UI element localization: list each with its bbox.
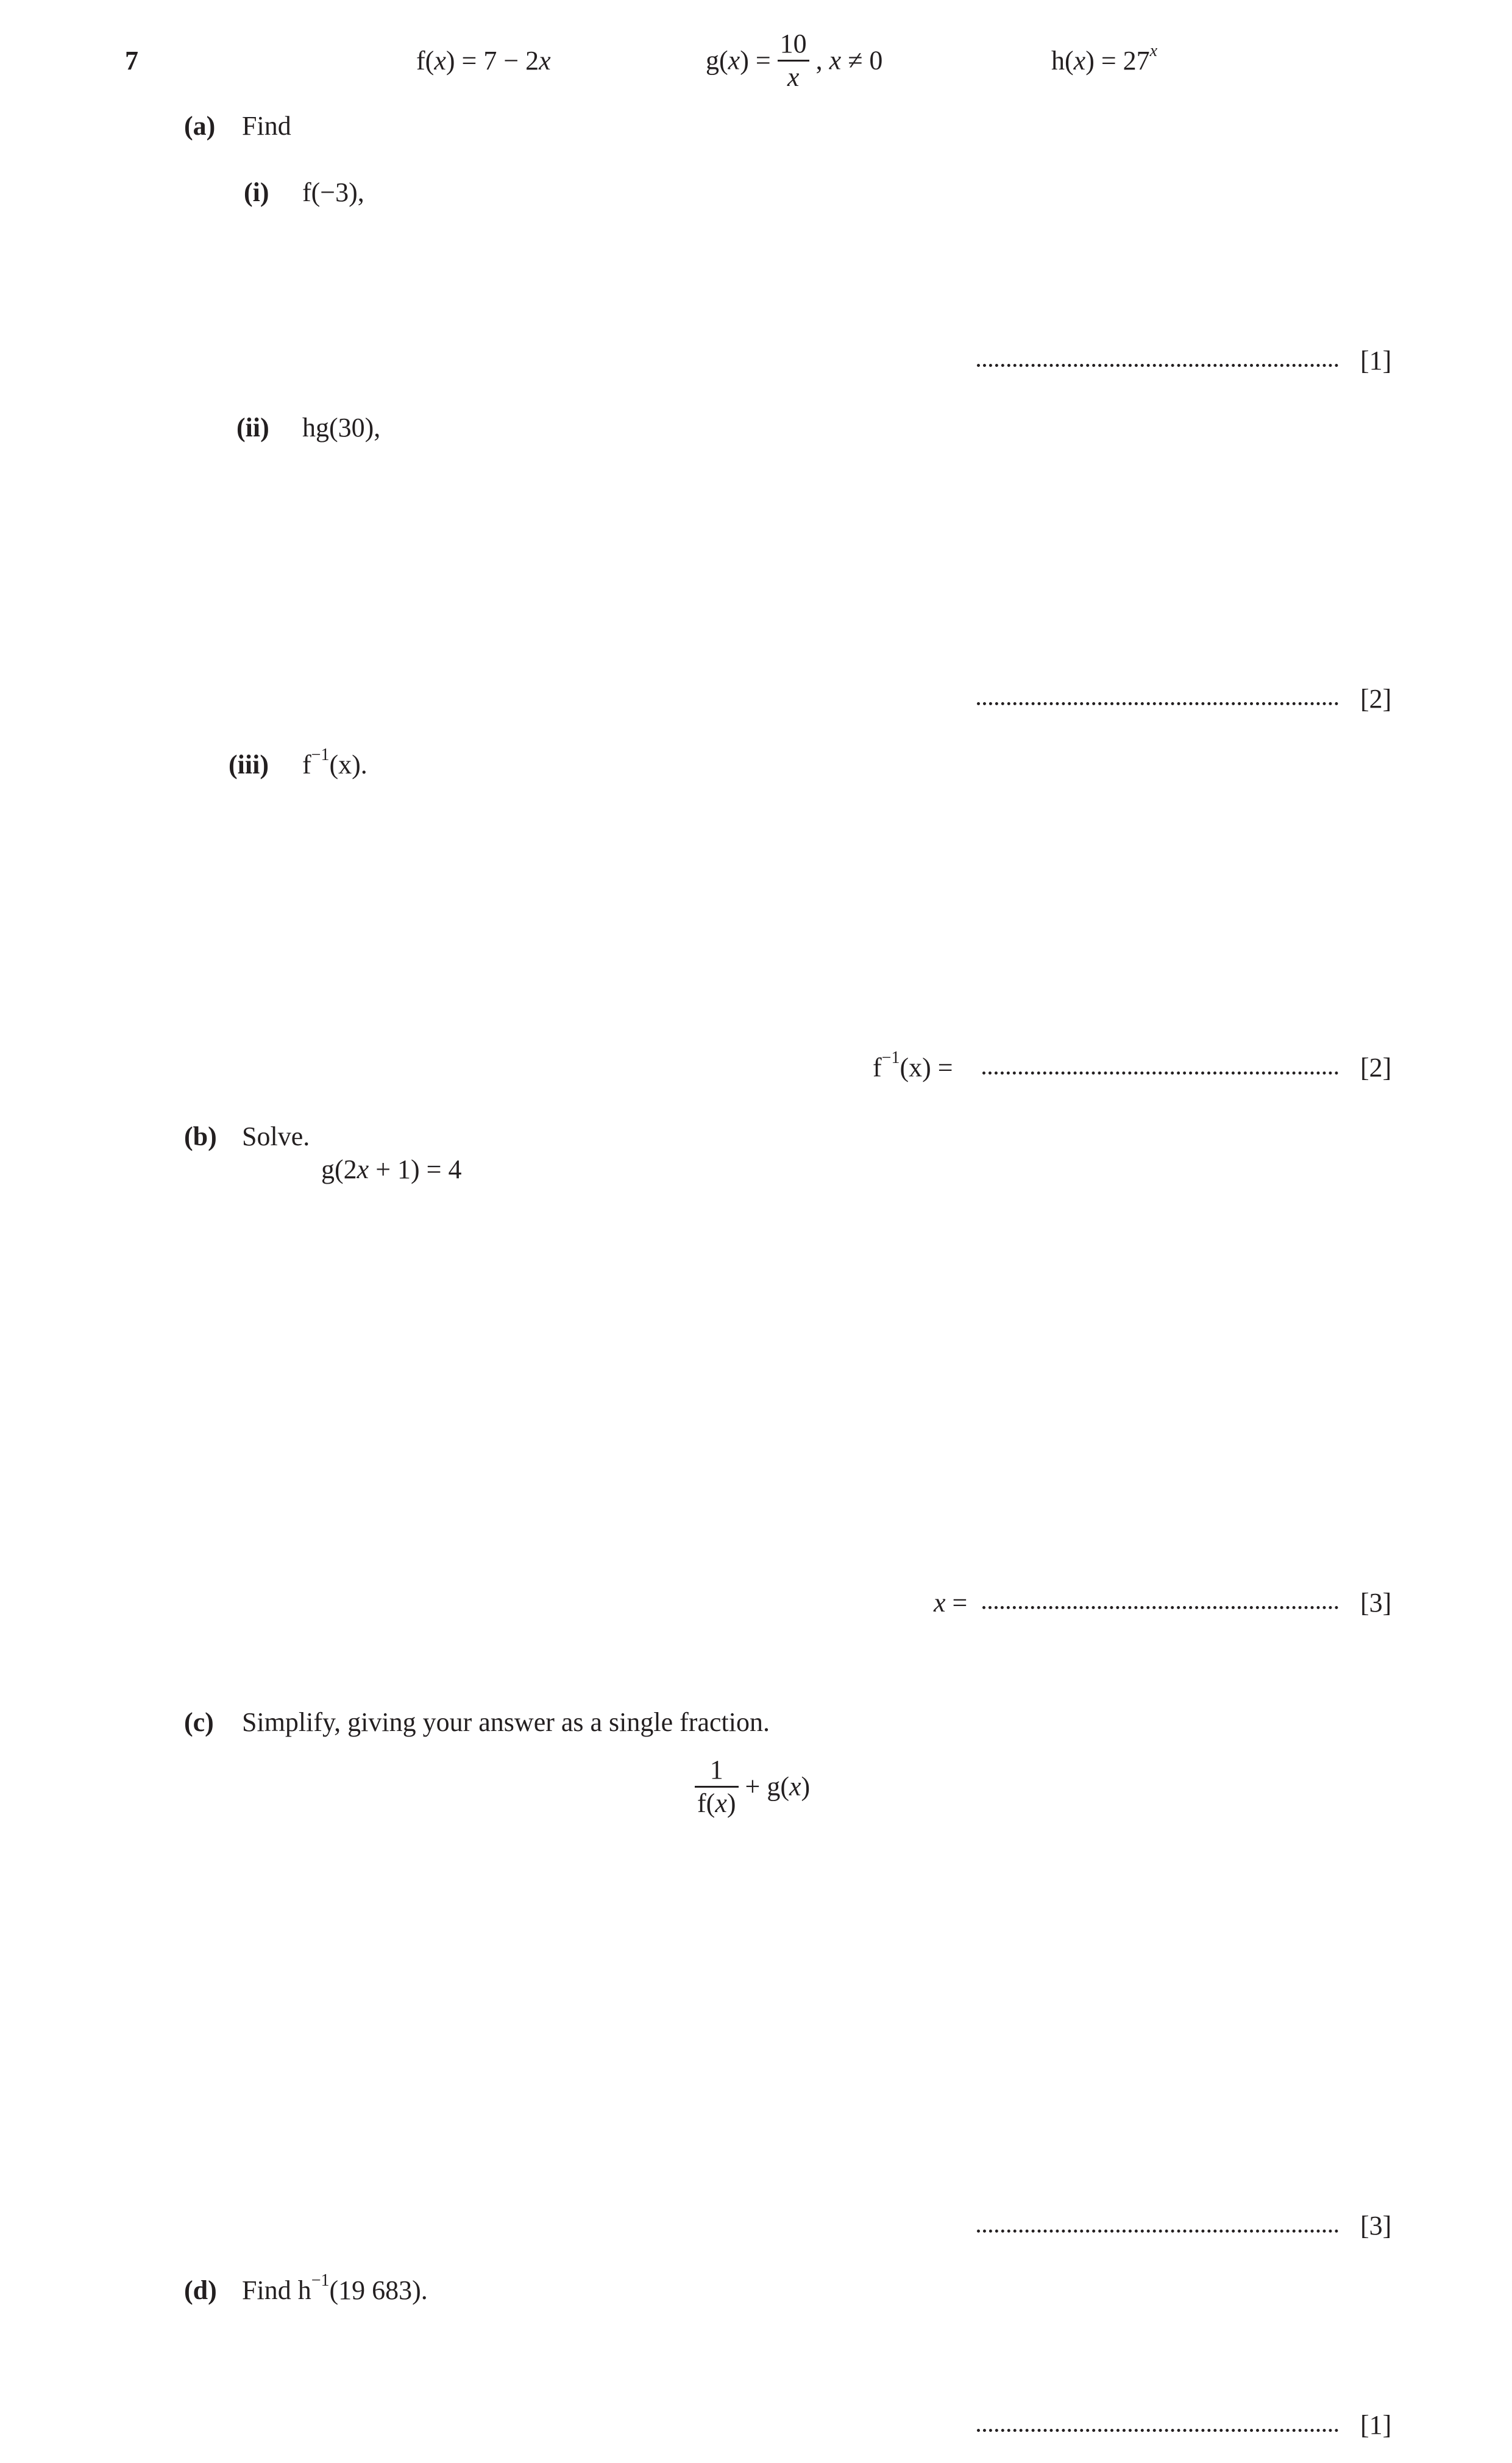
part-a-iii-expr bbox=[302, 745, 367, 780]
part-b-text: Solve. bbox=[242, 1121, 310, 1151]
h-exponent: x bbox=[1149, 41, 1158, 60]
part-a-i-expr: f(−3), bbox=[302, 177, 364, 207]
g-fraction bbox=[778, 30, 809, 91]
part-a-i-label: (i) bbox=[244, 177, 269, 207]
part-a-iii-label: (iii) bbox=[229, 750, 269, 780]
answer-line-c[interactable] bbox=[977, 2230, 1338, 2233]
h-name: h bbox=[1051, 46, 1065, 76]
f-rhs-var: x bbox=[539, 46, 551, 76]
f-inverse-name: f bbox=[302, 750, 311, 780]
c-den-post: ) bbox=[726, 1788, 736, 1818]
equation-post: + 1) = 4 bbox=[369, 1154, 462, 1184]
c-plus-g-text: + g( bbox=[745, 1771, 789, 1802]
part-b-label: (b) bbox=[184, 1121, 217, 1151]
answer-x: x bbox=[934, 1588, 946, 1618]
answer-line-a-ii[interactable] bbox=[977, 702, 1338, 705]
part-a-text: Find bbox=[242, 111, 291, 141]
marks-c: [3] bbox=[1360, 2211, 1392, 2241]
d-text-post: (19 683). bbox=[329, 2275, 428, 2305]
equation-pre: g(2 bbox=[321, 1154, 357, 1184]
question-number: 7 bbox=[125, 46, 138, 76]
part-c-text: Simplify, giving your answer as a single fraction. bbox=[242, 1707, 770, 1737]
answer-f-rest: (x) = bbox=[900, 1053, 953, 1082]
part-d-text bbox=[242, 2271, 428, 2305]
c-den-pre: f( bbox=[697, 1788, 715, 1818]
g-name: g bbox=[706, 45, 719, 76]
g-denominator: x bbox=[787, 62, 800, 92]
definition-g: g(x) = $\frac{10}{x}$ , x ≠ 0 bbox=[706, 29, 883, 92]
h-base: 27 bbox=[1123, 46, 1150, 76]
c-fraction bbox=[695, 1757, 739, 1817]
c-plus-close: ) bbox=[801, 1771, 811, 1802]
f-name: f bbox=[416, 46, 425, 76]
c-den-var: x bbox=[715, 1788, 727, 1818]
h-arg: x bbox=[1073, 46, 1086, 76]
marks-b: [3] bbox=[1360, 1588, 1392, 1618]
part-b-equation bbox=[321, 1156, 461, 1183]
equation-var: x bbox=[357, 1154, 369, 1184]
answer-prefix-b bbox=[934, 1590, 967, 1616]
definition-f: f(x) = 7 − 2x bbox=[416, 46, 551, 76]
definition-h: $h(x) = 27^x$ bbox=[1051, 41, 1158, 76]
inverse-superscript: −1 bbox=[311, 745, 330, 764]
marks-d: [1] bbox=[1360, 2410, 1392, 2440]
marks-a-iii: [2] bbox=[1360, 1053, 1392, 1082]
answer-line-b[interactable] bbox=[982, 1606, 1338, 1609]
part-a-label: (a) bbox=[184, 111, 216, 141]
answer-line-a-iii[interactable] bbox=[982, 1072, 1338, 1075]
answer-equals: = bbox=[952, 1588, 968, 1618]
part-d-label: (d) bbox=[184, 2275, 217, 2305]
marks-a-ii: [2] bbox=[1360, 684, 1392, 714]
g-numerator: 10 bbox=[778, 30, 809, 62]
c-plus-var: x bbox=[789, 1771, 801, 1802]
part-a-ii-expr: hg(30), bbox=[302, 413, 381, 442]
f-inverse-rest: (x). bbox=[329, 750, 367, 780]
c-denominator bbox=[695, 1788, 739, 1817]
g-cond-var: x bbox=[829, 45, 842, 76]
d-text-pre: Find h bbox=[242, 2275, 311, 2305]
part-a-ii-label: (ii) bbox=[236, 413, 269, 442]
c-numerator: 1 bbox=[695, 1757, 739, 1788]
g-condition: ≠ 0 bbox=[848, 45, 883, 76]
part-c-label: (c) bbox=[184, 1707, 214, 1737]
g-arg: x bbox=[728, 45, 740, 76]
answer-line-d[interactable] bbox=[977, 2429, 1338, 2432]
answer-inverse-superscript: −1 bbox=[881, 1048, 900, 1067]
answer-prefix-a-iii bbox=[873, 1048, 953, 1082]
part-c-expression bbox=[695, 1757, 810, 1817]
f-rhs: 7 − 2 bbox=[483, 46, 539, 76]
marks-a-i: [1] bbox=[1360, 346, 1392, 375]
f-arg: x bbox=[434, 46, 446, 76]
c-plus-g bbox=[745, 1772, 811, 1802]
d-inverse-superscript: −1 bbox=[311, 2271, 330, 2290]
answer-line-a-i[interactable] bbox=[977, 364, 1338, 367]
answer-f: f bbox=[873, 1053, 882, 1082]
